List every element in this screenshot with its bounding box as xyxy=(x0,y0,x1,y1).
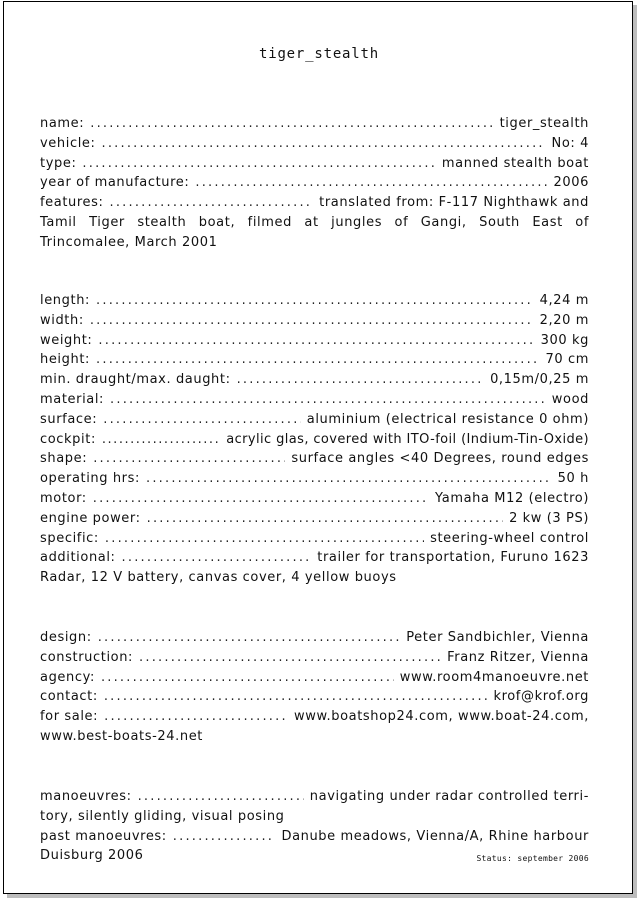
dot-leader xyxy=(146,469,552,489)
agency-row xyxy=(40,668,589,688)
features-row xyxy=(40,193,589,213)
width-label: width: xyxy=(40,312,84,328)
dot-leader xyxy=(98,331,534,351)
name-row xyxy=(40,114,589,134)
features-value: translated from: F-117 Nighthawk and xyxy=(319,195,589,211)
dot-leader xyxy=(102,430,220,450)
additional-row xyxy=(40,548,589,568)
contact-value: krof@krof.org xyxy=(493,689,589,705)
name-label: name: xyxy=(40,116,85,131)
manoeuvres-label: manoeuvres: xyxy=(40,789,132,804)
dot-leader xyxy=(138,787,304,807)
additional-value: trailer for transportation, Furuno 1623 xyxy=(317,550,589,566)
length-row xyxy=(40,291,589,311)
forsale-value: www.boatshop24.com, www.boat-24.com, xyxy=(294,709,589,725)
material-value: wood xyxy=(551,391,589,407)
cockpit-value: acrylic glas, covered with ITO-foil (Indium-Tin-Oxide) xyxy=(226,431,589,447)
vehicle-row xyxy=(40,134,589,154)
weight-label: weight: xyxy=(40,332,93,348)
draught-row xyxy=(40,370,589,390)
dot-leader xyxy=(110,193,314,213)
dot-leader xyxy=(101,134,545,154)
dot-leader xyxy=(101,668,394,688)
cockpit-row xyxy=(40,430,589,450)
height-label: height: xyxy=(40,352,91,368)
general-section xyxy=(40,114,589,253)
surface-value: aluminium (electrical resistance 0 ohm) xyxy=(306,411,589,427)
specific-value: steering-wheel control xyxy=(430,530,589,546)
construction-row xyxy=(40,648,589,668)
operating-row xyxy=(40,469,589,489)
dot-leader xyxy=(195,173,547,193)
dot-leader xyxy=(93,489,429,509)
height-row xyxy=(40,350,589,370)
engine-row xyxy=(40,509,589,529)
specs-section xyxy=(40,291,589,588)
dot-leader xyxy=(93,449,285,469)
draught-label: min. draught/max. daught: xyxy=(40,372,231,388)
features-continuation-1: Tamil Tiger stealth boat, filmed at jungles of Gangi, South East of xyxy=(40,214,589,230)
features-label: features: xyxy=(40,195,104,211)
dot-leader xyxy=(173,827,276,847)
specific-label: specific: xyxy=(40,530,99,546)
manoeuvres-section xyxy=(40,787,589,846)
material-label: material: xyxy=(40,391,105,407)
cockpit-label: cockpit: xyxy=(40,431,96,447)
dot-leader xyxy=(98,628,400,648)
width-value: 2,20 m xyxy=(539,312,589,328)
agency-label: agency: xyxy=(40,669,95,685)
contact-row xyxy=(40,687,589,707)
dot-leader xyxy=(96,350,539,370)
shape-row xyxy=(40,449,589,469)
dot-leader xyxy=(90,311,534,331)
dot-leader xyxy=(104,707,288,727)
forsale-label: for sale: xyxy=(40,709,99,725)
specific-row xyxy=(40,529,589,549)
dot-leader xyxy=(103,410,301,430)
dot-leader xyxy=(104,687,488,707)
draught-value: 0,15m/0,25 m xyxy=(490,372,589,388)
features-continuation-2: Trincomalee, March 2001 xyxy=(40,234,218,250)
document-page xyxy=(3,1,633,894)
dot-leader xyxy=(105,529,424,549)
operating-label: operating hrs: xyxy=(40,471,140,487)
additional-label: additional: xyxy=(40,550,116,566)
past-value: Danube meadows, Vienna/A, Rhine harbour xyxy=(281,828,589,844)
page-title: tiger_stealth xyxy=(259,46,379,62)
dot-leader xyxy=(237,370,484,390)
surface-row xyxy=(40,410,589,430)
engine-label: engine power: xyxy=(40,510,141,526)
motor-value: Yamaha M12 (electro) xyxy=(435,490,589,506)
manoeuvres-continuation: tory, silently gliding, visual posing xyxy=(40,808,285,824)
operating-value: 50 h xyxy=(557,471,589,487)
height-value: 70 cm xyxy=(545,352,589,368)
design-label: design: xyxy=(40,630,92,645)
past-row xyxy=(40,827,589,847)
construction-label: construction: xyxy=(40,649,134,665)
past-label: past manoeuvres: xyxy=(40,828,167,844)
design-value: Peter Sandbichler, Vienna xyxy=(406,630,589,645)
contact-label: contact: xyxy=(40,689,98,705)
construction-value: Franz Ritzer, Vienna xyxy=(447,649,589,665)
design-row xyxy=(40,628,589,648)
motor-row xyxy=(40,489,589,509)
vehicle-value: No: 4 xyxy=(551,135,589,151)
agency-value: www.room4manoeuvre.net xyxy=(399,669,589,685)
weight-row xyxy=(40,331,589,351)
shape-value: surface angles <40 Degrees, round edges xyxy=(291,451,589,467)
dot-leader xyxy=(90,114,493,134)
length-value: 4,24 m xyxy=(539,293,589,308)
length-label: length: xyxy=(40,293,91,308)
dot-leader xyxy=(110,390,546,410)
type-label: type: xyxy=(40,155,77,171)
forsale-row xyxy=(40,707,589,727)
type-value: manned stealth boat xyxy=(441,155,589,171)
additional-continuation: Radar, 12 V battery, canvas cover, 4 yellow buoys xyxy=(40,570,397,586)
dot-leader xyxy=(139,648,441,668)
dot-leader xyxy=(147,509,503,529)
manoeuvres-row xyxy=(40,787,589,807)
weight-value: 300 kg xyxy=(540,332,589,348)
year-value: 2006 xyxy=(553,175,589,191)
past-continuation: Duisburg 2006 xyxy=(40,848,144,863)
width-row xyxy=(40,311,589,331)
engine-value: 2 kw (3 PS) xyxy=(509,510,589,526)
dot-leader xyxy=(122,548,312,568)
manoeuvres-value: navigating under radar controlled terri- xyxy=(309,789,589,804)
vehicle-label: vehicle: xyxy=(40,135,96,151)
type-row xyxy=(40,154,589,174)
year-row xyxy=(40,173,589,193)
motor-label: motor: xyxy=(40,490,87,506)
dot-leader xyxy=(82,154,436,174)
status-note: Status: september 2006 xyxy=(476,854,589,863)
credits-section xyxy=(40,628,589,747)
year-label: year of manufacture: xyxy=(40,175,190,191)
shape-label: shape: xyxy=(40,451,88,467)
name-value: tiger_stealth xyxy=(499,116,589,131)
forsale-continuation: www.best-boats-24.net xyxy=(40,728,203,744)
material-row xyxy=(40,390,589,410)
dot-leader xyxy=(96,291,534,311)
surface-label: surface: xyxy=(40,411,98,427)
